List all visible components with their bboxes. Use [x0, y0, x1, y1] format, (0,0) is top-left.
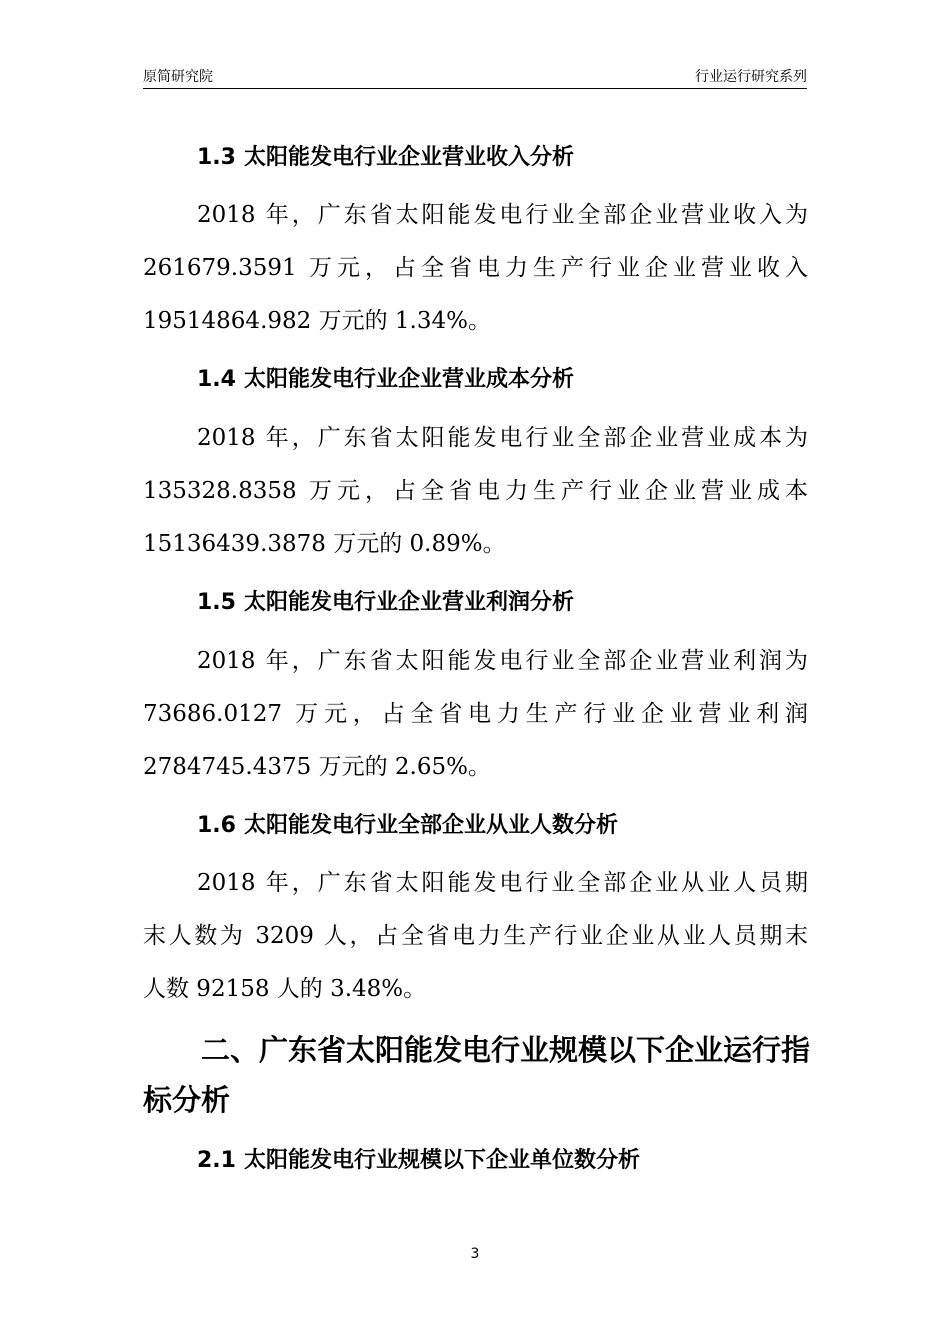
section-number: 1.3 — [197, 145, 236, 170]
paragraph-line: 末人数为 3209 人，占全省电力生产行业企业从业人员期末 — [143, 923, 808, 949]
paragraph-line: 19514864.982 万元的 1.34%。 — [143, 308, 491, 334]
paragraph-line: 135328.8358 万元，占全省电力生产行业企业营业成本 — [143, 478, 808, 504]
section-number: 1.6 — [197, 813, 236, 838]
section-title: 太阳能发电行业企业营业收入分析 — [243, 145, 574, 170]
section-heading-2-1 — [197, 1143, 640, 1174]
chapter-heading-2 — [143, 1025, 811, 1125]
page-header — [143, 64, 807, 89]
section-title: 太阳能发电行业全部企业从业人数分析 — [243, 813, 618, 838]
section-heading-1-6 — [197, 808, 618, 839]
paragraph-line: 15136439.3878 万元的 0.89%。 — [143, 531, 506, 557]
paragraph-line: 人数 92158 人的 3.48%。 — [143, 976, 427, 1002]
paragraph-line: 2018 年，广东省太阳能发电行业全部企业营业成本为 — [197, 425, 808, 451]
header-series-name: 行业运行研究系列 — [695, 69, 807, 85]
section-title: 太阳能发电行业企业营业利润分析 — [243, 590, 574, 615]
section-heading-1-5 — [197, 585, 574, 616]
paragraph-1-5 — [143, 635, 808, 794]
section-heading-1-3 — [197, 140, 574, 171]
paragraph-1-4 — [143, 412, 808, 571]
paragraph-line: 2018 年，广东省太阳能发电行业全部企业营业收入为 — [197, 202, 808, 228]
paragraph-line: 261679.3591 万元，占全省电力生产行业企业营业收入 — [143, 255, 808, 281]
section-number: 1.5 — [197, 590, 236, 615]
section-title: 太阳能发电行业企业营业成本分析 — [243, 367, 574, 392]
chapter-heading-line: 标分析 — [143, 1083, 231, 1117]
paragraph-line: 2018 年，广东省太阳能发电行业全部企业从业人员期 — [197, 870, 808, 896]
section-number: 1.4 — [197, 367, 236, 392]
section-title: 太阳能发电行业规模以下企业单位数分析 — [243, 1148, 640, 1173]
header-org-name: 原简研究院 — [143, 69, 213, 85]
paragraph-1-6 — [143, 857, 808, 1016]
section-heading-1-4 — [197, 362, 574, 393]
paragraph-1-3 — [143, 189, 808, 348]
paragraph-line: 2018 年，广东省太阳能发电行业全部企业营业利润为 — [197, 648, 808, 674]
page-number: 3 — [470, 1246, 480, 1262]
chapter-heading-line: 二、广东省太阳能发电行业规模以下企业运行指 — [201, 1033, 811, 1067]
section-number: 2.1 — [197, 1148, 236, 1173]
paragraph-line: 2784745.4375 万元的 2.65%。 — [143, 754, 491, 780]
paragraph-line: 73686.0127 万元，占全省电力生产行业企业营业利润 — [143, 701, 808, 727]
